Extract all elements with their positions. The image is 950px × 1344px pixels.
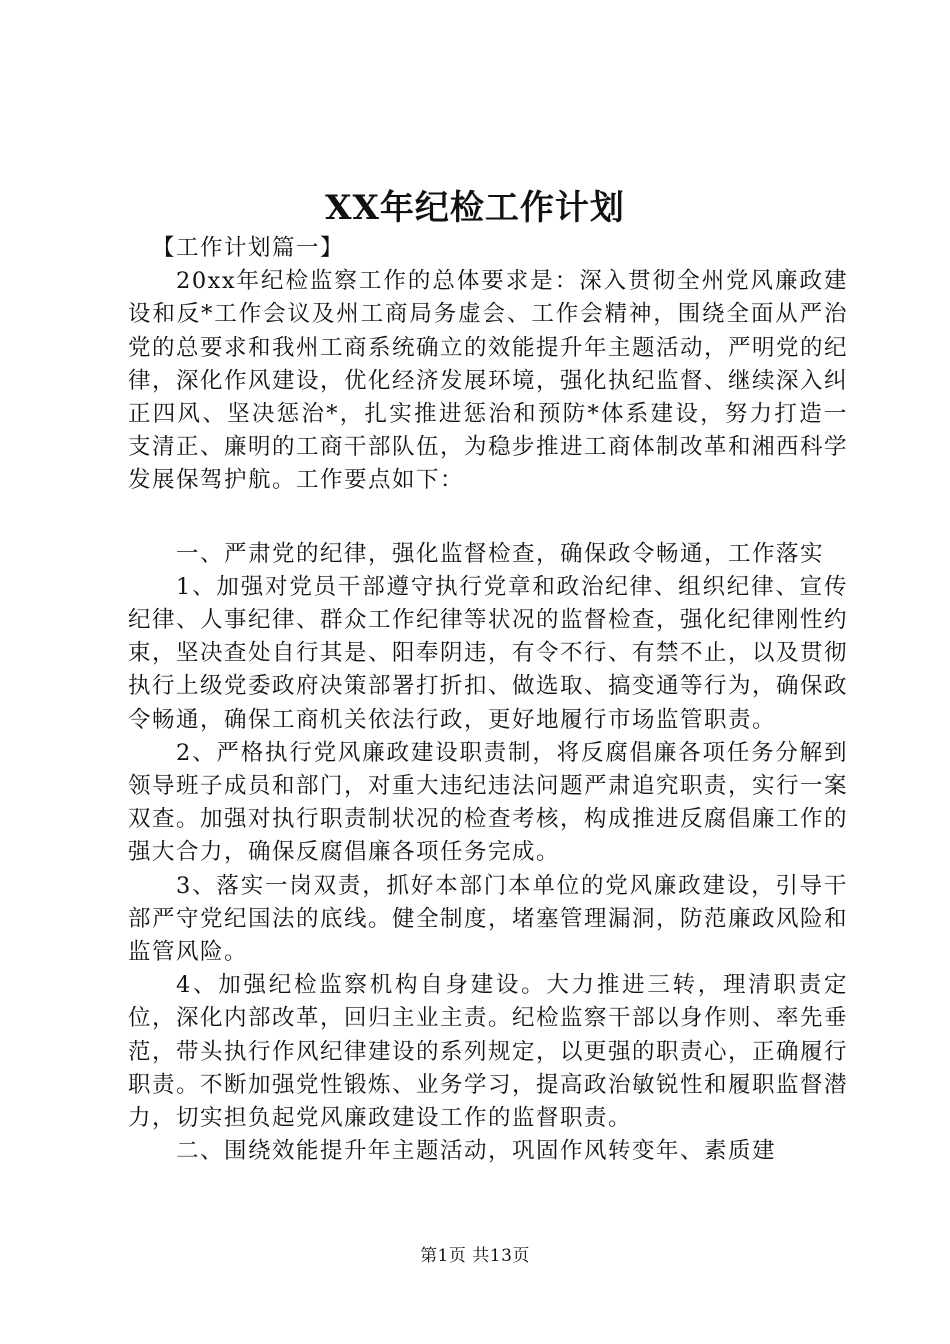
section-subtitle: 【工作计划篇一】 xyxy=(152,235,345,261)
document-title: XX年纪检工作计划 xyxy=(325,188,625,228)
paragraph-item-4: 4、加强纪检监察机构自身建设。大力推进三转，理清职责定位，深化内部改革，回归主业主责。纪检监察干部以身作则、率先垂范，带头执行作风纪律建设的系列规定，以更强的职责心，正确履行职责。不断加强党性锻炼、业务学习，提高政治敏锐性和履职监督潜力，切实担负起党风廉政建设工作的监督职责。 xyxy=(128,972,849,1132)
paragraph-item-3: 3、落实一岗双责，抓好本部门本单位的党风廉政建设，引导干部严守党纪国法的底线。健全制度，堵塞管理漏洞，防范廉政风险和监管风险。 xyxy=(128,872,849,966)
page-number-footer: 第1页 共13页 xyxy=(420,1246,530,1266)
paragraph-intro: 20xx年纪检监察工作的总体要求是：深入贯彻全州党风廉政建设和反*工作会议及州工商局务虚会、工作会精神，围绕全面从严治党的总要求和我州工商系统确立的效能提升年主题活动，严明党的纪律，深化作风建设，优化经济发展环境，强化执纪监督、继续深入纠正四风、坚决惩治*，扎实推进惩治和预防*体系建设，努力打造一支清正、廉明的工商干部队伍，为稳步推进工商体制改革和湘西科学发展保驾护航。工作要点如下： xyxy=(128,268,849,494)
section-heading-2: 二、围绕效能提升年主题活动，巩固作风转变年、素质建 xyxy=(176,1138,777,1165)
section-heading-1: 一、严肃党的纪律，强化监督检查，确保政令畅通，工作落实 xyxy=(176,540,825,567)
paragraph-item-2: 2、严格执行党风廉政建设职责制，将反腐倡廉各项任务分解到领导班子成员和部门，对重大违纪违法问题严肃追究职责，实行一案双查。加强对执行职责制状况的检查考核，构成推进反腐倡廉工作的强大合力，确保反腐倡廉各项任务完成。 xyxy=(128,739,849,866)
paragraph-item-1: 1、加强对党员干部遵守执行党章和政治纪律、组织纪律、宣传纪律、人事纪律、群众工作纪律等状况的监督检查，强化纪律刚性约束，坚决查处自行其是、阳奉阴违，有令不行、有禁不止，以及贯彻执行上级党委政府决策部署打折扣、做选取、搞变通等行为，确保政令畅通，确保工商机关依法行政，更好地履行市场监管职责。 xyxy=(128,573,849,733)
document-body xyxy=(128,232,848,1168)
